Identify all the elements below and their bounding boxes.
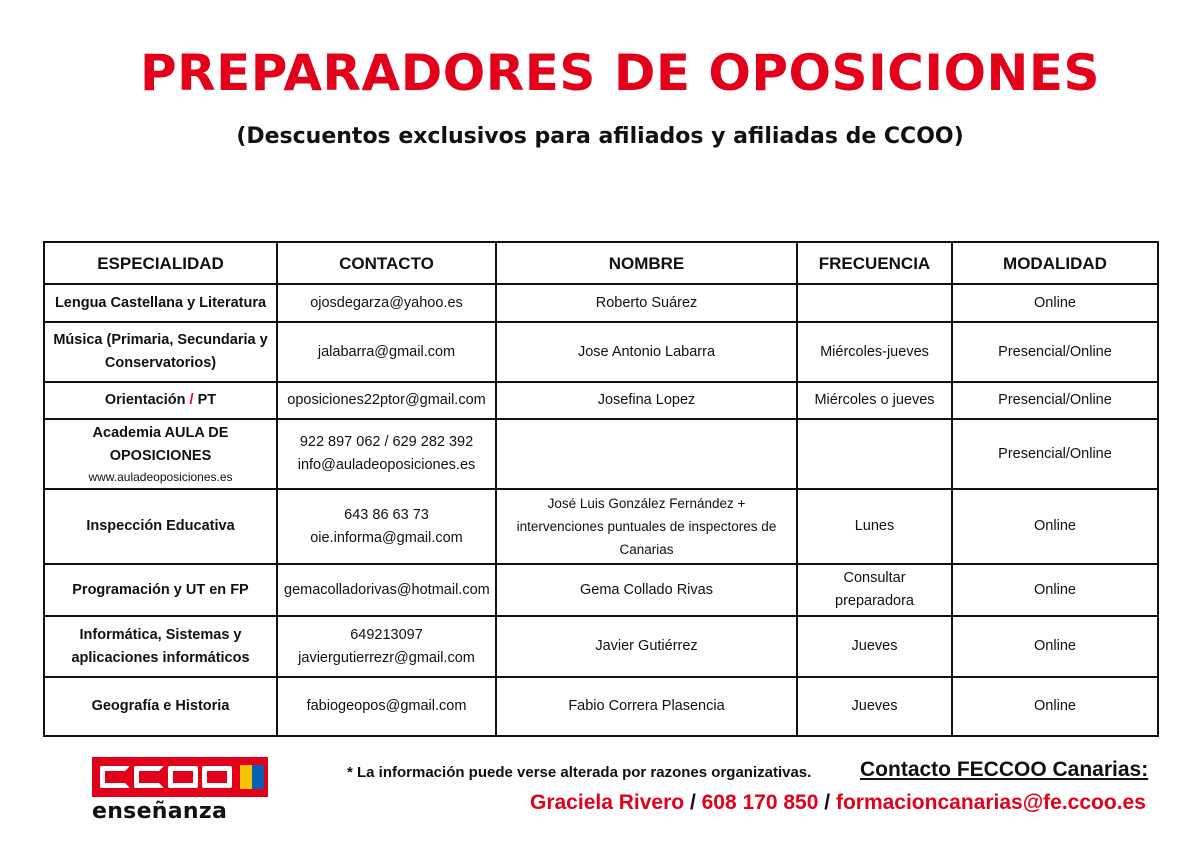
- ccoo-logo-block: [92, 757, 268, 797]
- contact-email: ojosdegarza@yahoo.es: [310, 294, 463, 311]
- nombre-cell: Jose Antonio Labarra: [496, 322, 797, 382]
- especialidad-name: Academia AULA DE OPOSICIONES: [92, 425, 229, 464]
- contacto-cell: [277, 382, 496, 419]
- contact-separator: /: [824, 791, 831, 814]
- column-header-especialidad: ESPECIALIDAD: [44, 242, 277, 284]
- nombre-cell: José Luis González Fernández + intervenciones puntuales de inspectores de Canarias: [496, 489, 797, 564]
- especialidad-cell: Música (Primaria, Secundaria y Conservatorios): [44, 322, 277, 382]
- contacto-cell: [277, 419, 496, 489]
- contact-email: fabiogeopos@gmail.com: [306, 698, 467, 714]
- contact-phone: 643 86 63 73: [344, 506, 429, 523]
- contact-email-link[interactable]: formacioncanarias@fe.ccoo.es: [835, 791, 1146, 814]
- modalidad-cell: Online: [952, 489, 1158, 564]
- modalidad-cell: Online: [952, 677, 1158, 736]
- modalidad-cell: Online: [952, 284, 1158, 322]
- nombre-cell: Fabio Correra Plasencia: [496, 677, 797, 736]
- disclaimer-note: * La información puede verse alterada por razones organizativas.: [347, 764, 812, 781]
- column-header-nombre: NOMBRE: [496, 242, 797, 284]
- contact-phone: 649213097: [350, 626, 423, 643]
- modalidad-cell: Online: [952, 616, 1158, 677]
- table-row: [44, 564, 1158, 616]
- logo-letter-c: [100, 766, 130, 788]
- contacto-cell: [277, 284, 496, 322]
- canarias-flag-yellow: [240, 765, 252, 789]
- table-row: [44, 419, 1158, 489]
- especialidad-part: PT: [197, 392, 217, 408]
- nombre-cell: [496, 419, 797, 489]
- column-header-modalidad: MODALIDAD: [952, 242, 1158, 284]
- table-header-row: [44, 242, 1158, 284]
- modalidad-cell: Presencial/Online: [952, 322, 1158, 382]
- contact-email: javiergutierrezr@gmail.com: [298, 649, 475, 666]
- frecuencia-cell: [797, 284, 952, 322]
- especialidad-cell: [44, 419, 277, 489]
- especialidad-cell: Informática, Sistemas y aplicaciones informáticos: [44, 616, 277, 677]
- logo-ensenanza-text: enseñanza: [92, 799, 228, 824]
- contacto-cell: [277, 616, 496, 677]
- frecuencia-cell: Jueves: [797, 616, 952, 677]
- canarias-flag-blue: [252, 765, 264, 789]
- contact-line: [530, 791, 1146, 815]
- column-header-frecuencia: FRECUENCIA: [797, 242, 952, 284]
- contacto-cell: [277, 564, 496, 616]
- especialidad-separator: /: [189, 392, 194, 408]
- contact-email: oposiciones22ptor@gmail.com: [287, 392, 486, 408]
- table-row: [44, 616, 1158, 677]
- contact-name: Graciela Rivero: [530, 791, 685, 814]
- table-row: [44, 677, 1158, 736]
- logo-letter-c: [134, 766, 164, 788]
- nombre-cell: Javier Gutiérrez: [496, 616, 797, 677]
- contacto-cell: [277, 677, 496, 736]
- logo-letter-o: [202, 766, 232, 788]
- especialidad-part: Orientación: [104, 392, 186, 408]
- especialidad-cell: Geografía e Historia: [44, 677, 277, 736]
- academy-website: www.auladeoposiciones.es: [88, 470, 233, 484]
- especialidad-cell: Lengua Castellana y Literatura: [44, 284, 277, 322]
- contact-separator: /: [689, 791, 696, 814]
- contact-title: Contacto FECCOO Canarias:: [860, 758, 1149, 781]
- contact-email: oie.informa@gmail.com: [310, 529, 463, 546]
- frecuencia-cell: Consultar preparadora: [797, 564, 952, 616]
- nombre-cell: Roberto Suárez: [496, 284, 797, 322]
- frecuencia-cell: Miércoles o jueves: [797, 382, 952, 419]
- especialidad-cell: Inspección Educativa: [44, 489, 277, 564]
- modalidad-cell: Presencial/Online: [952, 382, 1158, 419]
- frecuencia-cell: Lunes: [797, 489, 952, 564]
- page-title: PREPARADORES DE OPOSICIONES: [140, 44, 1100, 102]
- especialidad-cell: [44, 382, 277, 419]
- modalidad-cell: Online: [952, 564, 1158, 616]
- table-row: [44, 382, 1158, 419]
- table-row: [44, 284, 1158, 322]
- ccoo-ensenanza-logo: [92, 757, 272, 827]
- contacto-cell: [277, 489, 496, 564]
- frecuencia-cell: Jueves: [797, 677, 952, 736]
- modalidad-cell: Presencial/Online: [952, 419, 1158, 489]
- table-row: [44, 322, 1158, 382]
- page-subtitle: (Descuentos exclusivos para afiliados y afiliadas de CCOO): [236, 124, 964, 149]
- nombre-cell: Gema Collado Rivas: [496, 564, 797, 616]
- logo-letter-o: [168, 766, 198, 788]
- frecuencia-cell: [797, 419, 952, 489]
- preparers-table: [43, 241, 1159, 737]
- table-row: [44, 489, 1158, 564]
- contact-phone: 922 897 062 / 629 282 392: [299, 434, 474, 450]
- frecuencia-cell: Miércoles-jueves: [797, 322, 952, 382]
- column-header-contacto: CONTACTO: [277, 242, 496, 284]
- contact-email: gemacolladorivas@hotmail.com: [284, 581, 490, 598]
- contact-email: info@auladeoposiciones.es: [297, 457, 476, 473]
- especialidad-cell: Programación y UT en FP: [44, 564, 277, 616]
- contact-email: jalabarra@gmail.com: [317, 343, 456, 360]
- contact-phone: 608 170 850: [701, 791, 819, 814]
- contacto-cell: [277, 322, 496, 382]
- nombre-cell: Josefina Lopez: [496, 382, 797, 419]
